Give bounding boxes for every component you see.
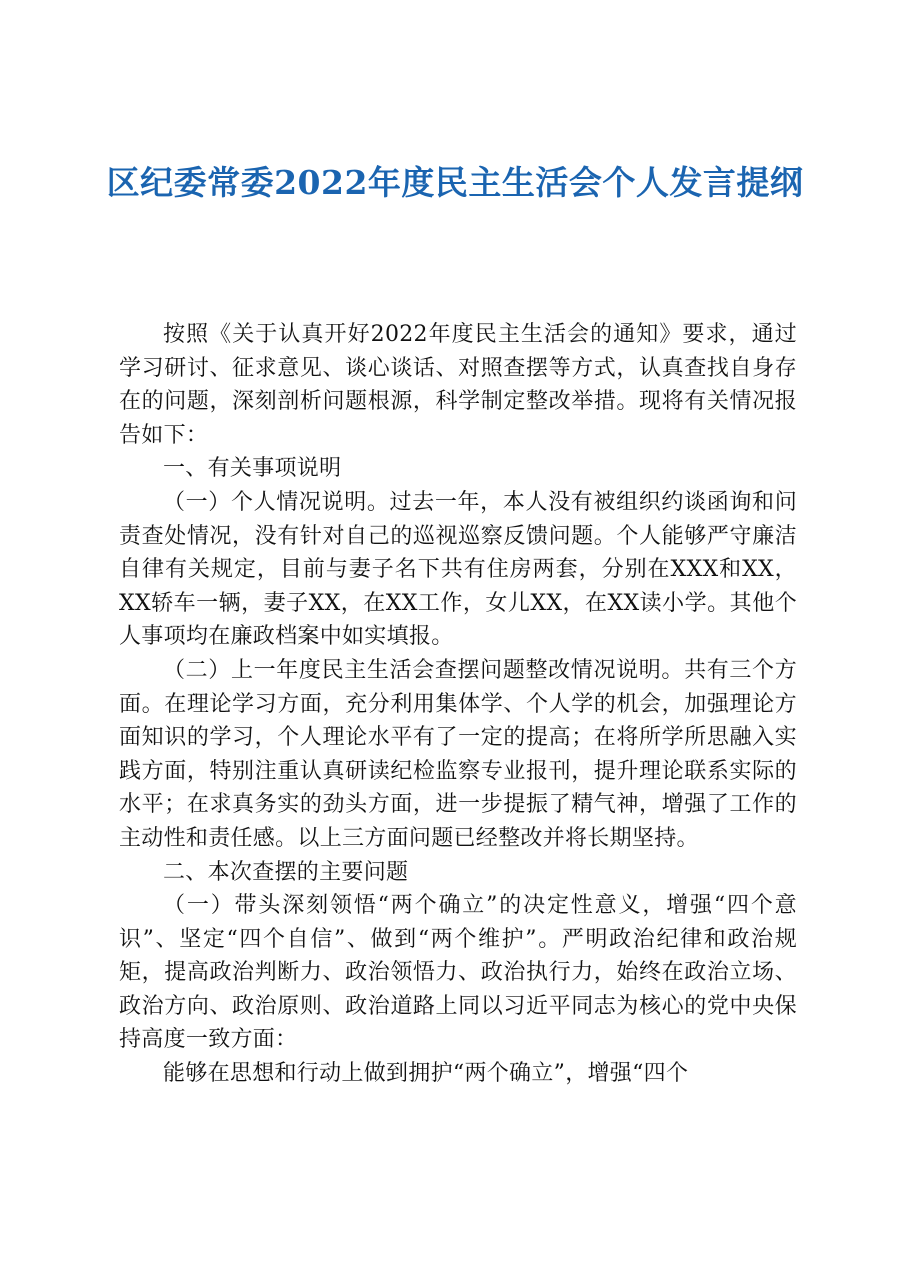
issue-1-detail-paragraph: 能够在思想和行动上做到拥护“两个确立”，增强“四个 bbox=[163, 1061, 689, 1087]
rectification-paragraph: （二）上一年度民主生活会查摆问题整改情况说明。共有三个方面。在理论学习方面，充分利用集体学、个人学的机会，加强理论方面知识的学习，个人理论水平有了一定的提高；在将所学所思融入实践方面，特别注重认真研读纪检监察专业报刊，提升理论联系实际的水平；在求真务实的劲头方面，进一步提振了精气神，增强了工作的主动性和责任感。以上三方面问题已经整改并将长期坚持。 bbox=[119, 657, 797, 851]
intro-paragraph: 按照《关于认真开好2022年度民主生活会的通知》要求，通过学习研讨、征求意见、谈心谈话、对照查摆等方式，认真查找自身存在的问题，深刻剖析问题根源，科学制定整改举措。现将有关情况报告如下： bbox=[119, 322, 797, 448]
section-heading-1: 一、有关事项说明 bbox=[163, 456, 342, 482]
section-heading-2: 二、本次查摆的主要问题 bbox=[163, 859, 409, 885]
personal-info-paragraph: （一）个人情况说明。过去一年，本人没有被组织约谈函询和问责查处情况，没有针对自己的巡视巡察反馈问题。个人能够严守廉洁自律有关规定，目前与妻子名下共有住房两套，分别在XXX和XX，XX轿车一辆，妻子XX，在XX工作，女儿XX，在XX读小学。其他个人事项均在廉政档案中如实填报。 bbox=[119, 489, 797, 650]
document-title: 区纪委常委2022年度民主生活会个人发言提纲 bbox=[106, 163, 804, 202]
document-body bbox=[119, 318, 797, 1091]
issue-1-paragraph: （一）带头深刻领悟“两个确立”的决定性意义，增强“四个意识”、坚定“四个自信”、做到“两个维护”。严明政治纪律和政治规矩，提高政治判断力、政治领悟力、政治执行力，始终在政治立场、政治方向、政治原则、政治道路上同以习近平同志为核心的党中央保持高度一致方面： bbox=[119, 893, 797, 1053]
